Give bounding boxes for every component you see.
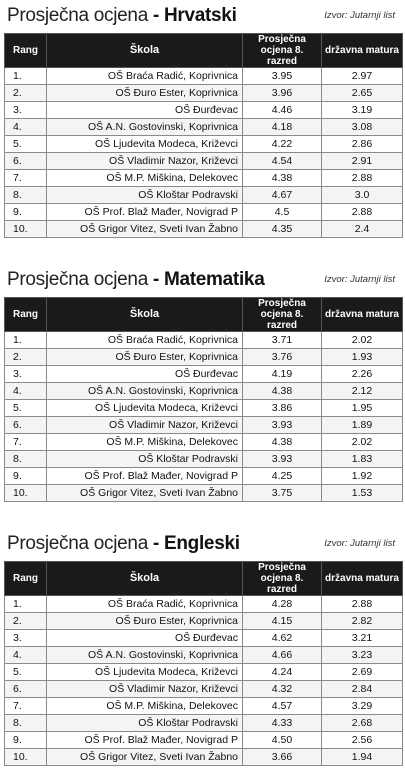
header-matura: državna matura bbox=[322, 562, 403, 596]
title-prefix: Prosječna ocjena bbox=[7, 269, 148, 290]
cell-matura: 2.84 bbox=[322, 681, 403, 698]
cell-matura: 2.65 bbox=[322, 85, 403, 102]
cell-matura: 2.91 bbox=[322, 153, 403, 170]
section-hrvatski bbox=[0, 0, 405, 235]
cell-matura: 1.89 bbox=[322, 417, 403, 434]
cell-matura: 2.68 bbox=[322, 715, 403, 732]
header-school: Škola bbox=[47, 298, 243, 332]
cell-matura: 1.94 bbox=[322, 749, 403, 766]
table-row bbox=[5, 647, 403, 664]
cell-school: OŠ Đuro Ester, Koprivnica bbox=[47, 85, 243, 102]
header-school: Škola bbox=[47, 34, 243, 68]
title-dash: - bbox=[152, 533, 159, 554]
cell-school: OŠ Đuro Ester, Koprivnica bbox=[47, 613, 243, 630]
cell-school: OŠ Vladimir Nazor, Križevci bbox=[47, 417, 243, 434]
section-matematika bbox=[0, 264, 405, 499]
section-header bbox=[0, 264, 405, 297]
cell-avg: 4.15 bbox=[243, 613, 322, 630]
header-avg-line2: ocjena 8. razred bbox=[260, 573, 304, 595]
cell-school: OŠ Grigor Vitez, Sveti Ivan Žabno bbox=[47, 485, 243, 502]
cell-rank: 8. bbox=[5, 187, 47, 204]
table-row bbox=[5, 68, 403, 85]
cell-avg: 4.46 bbox=[243, 102, 322, 119]
table-row bbox=[5, 468, 403, 485]
table-row bbox=[5, 732, 403, 749]
cell-avg: 4.38 bbox=[243, 383, 322, 400]
table-row bbox=[5, 170, 403, 187]
cell-rank: 3. bbox=[5, 102, 47, 119]
cell-rank: 5. bbox=[5, 136, 47, 153]
cell-matura: 1.93 bbox=[322, 349, 403, 366]
table-row bbox=[5, 204, 403, 221]
cell-avg: 4.33 bbox=[243, 715, 322, 732]
cell-rank: 7. bbox=[5, 170, 47, 187]
header-rank: Rang bbox=[5, 34, 47, 68]
header-avg-line1: Prosječna bbox=[258, 298, 306, 309]
ranking-table bbox=[4, 297, 403, 502]
table-row bbox=[5, 366, 403, 383]
cell-school: OŠ Kloštar Podravski bbox=[47, 187, 243, 204]
cell-matura: 2.4 bbox=[322, 221, 403, 238]
section-title bbox=[7, 269, 264, 291]
cell-rank: 1. bbox=[5, 68, 47, 85]
cell-rank: 9. bbox=[5, 732, 47, 749]
title-prefix: Prosječna ocjena bbox=[7, 533, 148, 554]
cell-avg: 3.93 bbox=[243, 451, 322, 468]
cell-matura: 1.92 bbox=[322, 468, 403, 485]
table-row bbox=[5, 102, 403, 119]
cell-avg: 3.93 bbox=[243, 417, 322, 434]
table-row bbox=[5, 749, 403, 766]
header-rank: Rang bbox=[5, 562, 47, 596]
title-prefix: Prosječna ocjena bbox=[7, 5, 148, 26]
table-row bbox=[5, 664, 403, 681]
table-row bbox=[5, 630, 403, 647]
table-row bbox=[5, 332, 403, 349]
cell-avg: 4.38 bbox=[243, 170, 322, 187]
cell-matura: 2.02 bbox=[322, 434, 403, 451]
cell-avg: 4.38 bbox=[243, 434, 322, 451]
cell-avg: 4.25 bbox=[243, 468, 322, 485]
cell-rank: 3. bbox=[5, 630, 47, 647]
cell-school: OŠ M.P. Miškina, Delekovec bbox=[47, 434, 243, 451]
header-avg bbox=[243, 562, 322, 596]
cell-rank: 2. bbox=[5, 613, 47, 630]
cell-avg: 4.22 bbox=[243, 136, 322, 153]
ranking-table bbox=[4, 33, 403, 238]
cell-avg: 4.54 bbox=[243, 153, 322, 170]
cell-matura: 2.97 bbox=[322, 68, 403, 85]
header-avg-line1: Prosječna bbox=[258, 34, 306, 45]
cell-rank: 10. bbox=[5, 749, 47, 766]
source-note: Izvor: Jutarnji list bbox=[324, 10, 395, 21]
section-title bbox=[7, 5, 237, 27]
cell-matura: 2.56 bbox=[322, 732, 403, 749]
cell-avg: 3.96 bbox=[243, 85, 322, 102]
table-row bbox=[5, 383, 403, 400]
table-row bbox=[5, 400, 403, 417]
cell-rank: 1. bbox=[5, 596, 47, 613]
table-row bbox=[5, 119, 403, 136]
cell-rank: 2. bbox=[5, 349, 47, 366]
title-dash: - bbox=[152, 5, 159, 26]
cell-avg: 3.75 bbox=[243, 485, 322, 502]
cell-matura: 1.83 bbox=[322, 451, 403, 468]
cell-matura: 2.02 bbox=[322, 332, 403, 349]
cell-avg: 3.76 bbox=[243, 349, 322, 366]
cell-avg: 3.95 bbox=[243, 68, 322, 85]
cell-matura: 2.12 bbox=[322, 383, 403, 400]
cell-avg: 4.32 bbox=[243, 681, 322, 698]
cell-school: OŠ Vladimir Nazor, Križevci bbox=[47, 681, 243, 698]
cell-rank: 2. bbox=[5, 85, 47, 102]
header-school: Škola bbox=[47, 562, 243, 596]
cell-avg: 4.62 bbox=[243, 630, 322, 647]
cell-matura: 2.88 bbox=[322, 596, 403, 613]
cell-school: OŠ M.P. Miškina, Delekovec bbox=[47, 170, 243, 187]
cell-school: OŠ Prof. Blaž Mađer, Novigrad P bbox=[47, 732, 243, 749]
cell-matura: 2.86 bbox=[322, 136, 403, 153]
cell-rank: 3. bbox=[5, 366, 47, 383]
cell-matura: 1.53 bbox=[322, 485, 403, 502]
cell-avg: 4.50 bbox=[243, 732, 322, 749]
cell-avg: 4.5 bbox=[243, 204, 322, 221]
cell-school: OŠ Ljudevita Modeca, Križevci bbox=[47, 664, 243, 681]
cell-school: OŠ Đurđevac bbox=[47, 630, 243, 647]
table-row bbox=[5, 698, 403, 715]
header-rank: Rang bbox=[5, 298, 47, 332]
cell-school: OŠ M.P. Miškina, Delekovec bbox=[47, 698, 243, 715]
table-header-row bbox=[5, 298, 403, 332]
section-header bbox=[0, 528, 405, 561]
cell-avg: 4.28 bbox=[243, 596, 322, 613]
cell-school: OŠ Đurđevac bbox=[47, 366, 243, 383]
title-dash: - bbox=[152, 269, 159, 290]
table-row bbox=[5, 136, 403, 153]
cell-school: OŠ Vladimir Nazor, Križevci bbox=[47, 153, 243, 170]
cell-avg: 3.66 bbox=[243, 749, 322, 766]
cell-matura: 2.26 bbox=[322, 366, 403, 383]
header-avg-line2: ocjena 8. razred bbox=[260, 309, 304, 331]
cell-rank: 10. bbox=[5, 485, 47, 502]
table-row bbox=[5, 451, 403, 468]
cell-school: OŠ A.N. Gostovinski, Koprivnica bbox=[47, 119, 243, 136]
cell-matura: 3.23 bbox=[322, 647, 403, 664]
cell-avg: 4.35 bbox=[243, 221, 322, 238]
cell-rank: 9. bbox=[5, 468, 47, 485]
cell-avg: 4.24 bbox=[243, 664, 322, 681]
cell-matura: 3.29 bbox=[322, 698, 403, 715]
cell-school: OŠ Grigor Vitez, Sveti Ivan Žabno bbox=[47, 221, 243, 238]
cell-rank: 7. bbox=[5, 434, 47, 451]
table-row bbox=[5, 434, 403, 451]
table-row bbox=[5, 187, 403, 204]
title-subject: Engleski bbox=[163, 533, 240, 554]
cell-matura: 2.88 bbox=[322, 170, 403, 187]
cell-rank: 10. bbox=[5, 221, 47, 238]
cell-school: OŠ Prof. Blaž Mađer, Novigrad P bbox=[47, 204, 243, 221]
cell-rank: 9. bbox=[5, 204, 47, 221]
source-note: Izvor: Jutarnji list bbox=[324, 538, 395, 549]
header-matura: državna matura bbox=[322, 298, 403, 332]
table-header-row bbox=[5, 34, 403, 68]
cell-rank: 6. bbox=[5, 153, 47, 170]
cell-matura: 1.95 bbox=[322, 400, 403, 417]
cell-matura: 3.08 bbox=[322, 119, 403, 136]
cell-avg: 4.66 bbox=[243, 647, 322, 664]
cell-avg: 3.71 bbox=[243, 332, 322, 349]
header-avg-line2: ocjena 8. razred bbox=[260, 45, 304, 67]
cell-school: OŠ Prof. Blaž Mađer, Novigrad P bbox=[47, 468, 243, 485]
cell-matura: 2.82 bbox=[322, 613, 403, 630]
cell-rank: 8. bbox=[5, 715, 47, 732]
cell-matura: 3.21 bbox=[322, 630, 403, 647]
cell-school: OŠ Ljudevita Modeca, Križevci bbox=[47, 136, 243, 153]
header-avg bbox=[243, 298, 322, 332]
header-avg-line1: Prosječna bbox=[258, 562, 306, 573]
table-row bbox=[5, 485, 403, 502]
table-header-row bbox=[5, 562, 403, 596]
cell-matura: 3.19 bbox=[322, 102, 403, 119]
cell-avg: 4.19 bbox=[243, 366, 322, 383]
cell-school: OŠ Kloštar Podravski bbox=[47, 715, 243, 732]
cell-rank: 5. bbox=[5, 400, 47, 417]
table-row bbox=[5, 596, 403, 613]
title-subject: Matematika bbox=[163, 269, 265, 290]
cell-avg: 3.86 bbox=[243, 400, 322, 417]
section-title bbox=[7, 533, 240, 555]
cell-rank: 6. bbox=[5, 681, 47, 698]
table-row bbox=[5, 681, 403, 698]
title-subject: Hrvatski bbox=[163, 5, 237, 26]
table-row bbox=[5, 85, 403, 102]
cell-school: OŠ Braća Radić, Koprivnica bbox=[47, 68, 243, 85]
source-note: Izvor: Jutarnji list bbox=[324, 274, 395, 285]
cell-rank: 4. bbox=[5, 383, 47, 400]
cell-matura: 2.69 bbox=[322, 664, 403, 681]
cell-rank: 4. bbox=[5, 119, 47, 136]
cell-school: OŠ A.N. Gostovinski, Koprivnica bbox=[47, 647, 243, 664]
cell-rank: 1. bbox=[5, 332, 47, 349]
section-engleski bbox=[0, 528, 405, 763]
cell-school: OŠ Grigor Vitez, Sveti Ivan Žabno bbox=[47, 749, 243, 766]
cell-avg: 4.67 bbox=[243, 187, 322, 204]
cell-school: OŠ Braća Radić, Koprivnica bbox=[47, 332, 243, 349]
cell-rank: 8. bbox=[5, 451, 47, 468]
table-row bbox=[5, 153, 403, 170]
table-row bbox=[5, 715, 403, 732]
table-row bbox=[5, 221, 403, 238]
table-row bbox=[5, 349, 403, 366]
ranking-table bbox=[4, 561, 403, 766]
cell-school: OŠ Ljudevita Modeca, Križevci bbox=[47, 400, 243, 417]
cell-school: OŠ Kloštar Podravski bbox=[47, 451, 243, 468]
cell-rank: 4. bbox=[5, 647, 47, 664]
section-header bbox=[0, 0, 405, 33]
cell-school: OŠ Braća Radić, Koprivnica bbox=[47, 596, 243, 613]
cell-rank: 5. bbox=[5, 664, 47, 681]
cell-avg: 4.57 bbox=[243, 698, 322, 715]
table-row bbox=[5, 417, 403, 434]
cell-matura: 3.0 bbox=[322, 187, 403, 204]
header-avg bbox=[243, 34, 322, 68]
cell-school: OŠ Đuro Ester, Koprivnica bbox=[47, 349, 243, 366]
cell-avg: 4.18 bbox=[243, 119, 322, 136]
header-matura: državna matura bbox=[322, 34, 403, 68]
cell-school: OŠ A.N. Gostovinski, Koprivnica bbox=[47, 383, 243, 400]
cell-rank: 6. bbox=[5, 417, 47, 434]
cell-rank: 7. bbox=[5, 698, 47, 715]
table-row bbox=[5, 613, 403, 630]
cell-matura: 2.88 bbox=[322, 204, 403, 221]
cell-school: OŠ Đurđevac bbox=[47, 102, 243, 119]
